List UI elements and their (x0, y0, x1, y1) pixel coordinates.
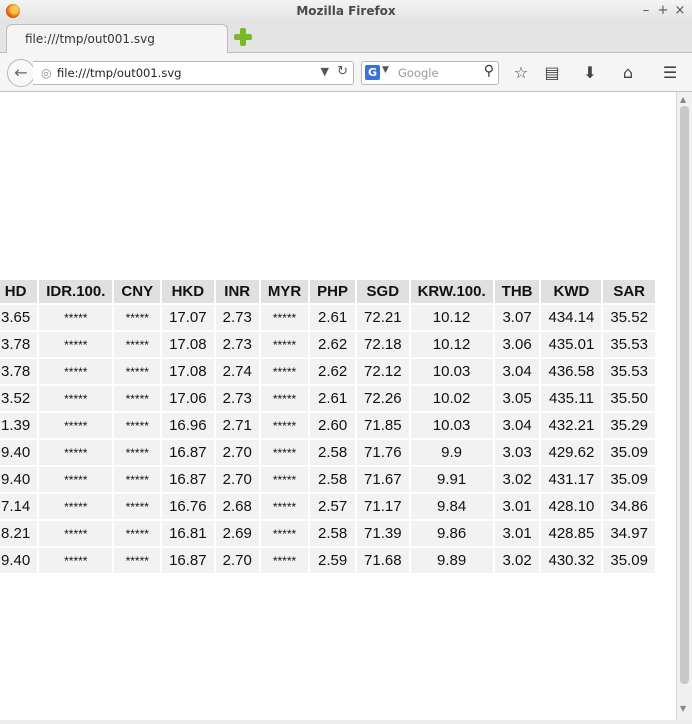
table-cell: 71.17 (357, 494, 409, 519)
table-cell: ***** (114, 386, 160, 411)
table-cell: ***** (261, 359, 308, 384)
table-cell: 3.04 (495, 359, 540, 384)
table-cell: ***** (114, 305, 160, 330)
table-cell: 9.40 (0, 440, 37, 465)
table-cell: 2.59 (310, 548, 355, 573)
table-cell: 9.40 (0, 548, 37, 573)
search-placeholder: Google (398, 66, 439, 80)
table-cell: ***** (114, 521, 160, 546)
reload-icon[interactable]: ↻ (337, 64, 348, 79)
column-header: HD (0, 280, 37, 303)
table-cell: 72.26 (357, 386, 409, 411)
table-cell: 3.65 (0, 305, 37, 330)
table-cell: 34.86 (603, 494, 655, 519)
table-cell: 9.86 (411, 521, 493, 546)
vertical-scrollbar[interactable] (676, 92, 692, 720)
table-cell: 2.73 (216, 386, 259, 411)
table-cell: 3.78 (0, 359, 37, 384)
table-cell: 17.08 (162, 359, 214, 384)
table-cell: 2.73 (216, 332, 259, 357)
table-cell: 10.03 (411, 359, 493, 384)
table-row (0, 413, 655, 438)
table-cell: 17.08 (162, 332, 214, 357)
table-cell: 435.01 (541, 332, 601, 357)
table-cell: 8.21 (0, 521, 37, 546)
table-cell: 3.06 (495, 332, 540, 357)
tab-label: file:///tmp/out001.svg (25, 32, 155, 46)
table-cell: 35.53 (603, 332, 655, 357)
table-cell: ***** (114, 494, 160, 519)
table-cell: 435.11 (541, 386, 601, 411)
table-cell: 3.05 (495, 386, 540, 411)
table-header-row (0, 280, 655, 303)
table-cell: 35.09 (603, 548, 655, 573)
minimize-button[interactable]: – (642, 3, 650, 18)
back-arrow-icon[interactable]: ← (7, 59, 35, 87)
table-cell: 16.76 (162, 494, 214, 519)
table-cell: 71.76 (357, 440, 409, 465)
table-cell: ***** (39, 494, 112, 519)
table-cell: 2.70 (216, 440, 259, 465)
column-header: CNY (114, 280, 160, 303)
table-cell: 16.81 (162, 521, 214, 546)
table-cell: 16.87 (162, 440, 214, 465)
table-cell: ***** (261, 305, 308, 330)
table-row (0, 521, 655, 546)
table-cell: 2.60 (310, 413, 355, 438)
table-cell: 10.12 (411, 332, 493, 357)
table-cell: 434.14 (541, 305, 601, 330)
column-header: INR (216, 280, 259, 303)
table-cell: 3.01 (495, 494, 540, 519)
table-cell: 428.10 (541, 494, 601, 519)
scroll-up-arrow-icon[interactable]: ▲ (680, 95, 687, 104)
table-cell: 35.09 (603, 440, 655, 465)
table-cell: ***** (39, 332, 112, 357)
table-cell: 2.62 (310, 332, 355, 357)
table-cell: 2.62 (310, 359, 355, 384)
table-row (0, 386, 655, 411)
table-cell: 71.68 (357, 548, 409, 573)
table-cell: 2.74 (216, 359, 259, 384)
table-cell: 35.29 (603, 413, 655, 438)
column-header: SAR (603, 280, 655, 303)
bookmark-star-icon[interactable]: ☆ (513, 63, 529, 82)
table-cell: ***** (261, 386, 308, 411)
table-cell: ***** (114, 413, 160, 438)
table-cell: ***** (39, 413, 112, 438)
table-cell: 2.61 (310, 305, 355, 330)
table-cell: 10.12 (411, 305, 493, 330)
table-cell: 16.96 (162, 413, 214, 438)
table-cell: ***** (261, 440, 308, 465)
table-cell: 2.68 (216, 494, 259, 519)
table-cell: 431.17 (541, 467, 601, 492)
table-cell: 2.58 (310, 467, 355, 492)
table-row (0, 548, 655, 573)
column-header: SGD (357, 280, 409, 303)
google-engine-icon[interactable]: G (365, 65, 380, 80)
new-tab-plus-icon[interactable] (234, 28, 252, 46)
table-cell: 71.85 (357, 413, 409, 438)
scrollbar-thumb[interactable] (680, 106, 689, 684)
column-header: THB (495, 280, 540, 303)
column-header: KWD (541, 280, 601, 303)
table-cell: 2.58 (310, 440, 355, 465)
table-cell: 16.87 (162, 548, 214, 573)
table-cell: 3.03 (495, 440, 540, 465)
table-cell: 2.58 (310, 521, 355, 546)
table-cell: 3.02 (495, 548, 540, 573)
table-cell: 436.58 (541, 359, 601, 384)
column-header: PHP (310, 280, 355, 303)
close-button[interactable]: × (674, 3, 686, 18)
maximize-button[interactable]: + (657, 3, 669, 18)
table-row (0, 359, 655, 384)
table-cell: ***** (39, 359, 112, 384)
table-cell: ***** (114, 359, 160, 384)
table-cell: ***** (114, 548, 160, 573)
table-cell: 1.39 (0, 413, 37, 438)
table-row (0, 494, 655, 519)
search-box[interactable] (361, 61, 499, 85)
table-cell: 9.9 (411, 440, 493, 465)
table-cell: 34.97 (603, 521, 655, 546)
table-cell: ***** (261, 413, 308, 438)
table-cell: ***** (114, 467, 160, 492)
table-row (0, 305, 655, 330)
table-cell: 72.21 (357, 305, 409, 330)
table-cell: 72.18 (357, 332, 409, 357)
table-cell: ***** (261, 494, 308, 519)
table-cell: ***** (261, 521, 308, 546)
table-cell: 35.53 (603, 359, 655, 384)
tab-bar (0, 22, 692, 53)
table-cell: 2.69 (216, 521, 259, 546)
column-header: MYR (261, 280, 308, 303)
url-text: file:///tmp/out001.svg (57, 66, 182, 80)
navigation-toolbar (0, 53, 692, 92)
globe-icon: ◎ (41, 66, 52, 80)
search-magnifier-icon[interactable]: ⚲ (483, 63, 494, 79)
table-cell: 3.52 (0, 386, 37, 411)
table-cell: 71.67 (357, 467, 409, 492)
tab-active[interactable] (6, 24, 228, 53)
table-cell: 35.50 (603, 386, 655, 411)
table-cell: 2.70 (216, 548, 259, 573)
table-cell: 2.70 (216, 467, 259, 492)
table-cell: ***** (114, 332, 160, 357)
download-arrow-icon[interactable]: ⬇ (583, 63, 597, 82)
column-header: IDR.100. (39, 280, 112, 303)
table-cell: 432.21 (541, 413, 601, 438)
table-cell: ***** (261, 467, 308, 492)
column-header: KRW.100. (411, 280, 493, 303)
table-cell: 3.04 (495, 413, 540, 438)
url-bar[interactable] (33, 61, 354, 85)
table-cell: 2.73 (216, 305, 259, 330)
table-cell: 72.12 (357, 359, 409, 384)
table-cell: ***** (39, 386, 112, 411)
table-cell: 9.89 (411, 548, 493, 573)
scroll-down-arrow-icon[interactable]: ▼ (680, 704, 687, 713)
table-cell: ***** (39, 305, 112, 330)
page-content (0, 92, 676, 720)
table-cell: ***** (261, 332, 308, 357)
table-cell: 3.01 (495, 521, 540, 546)
table-cell: 2.71 (216, 413, 259, 438)
table-cell: 2.57 (310, 494, 355, 519)
table-cell: 35.09 (603, 467, 655, 492)
window-title: Mozilla Firefox (296, 4, 396, 18)
table-cell: 429.62 (541, 440, 601, 465)
table-cell: 430.32 (541, 548, 601, 573)
table-cell: ***** (39, 548, 112, 573)
table-cell: 10.03 (411, 413, 493, 438)
table-cell: 17.06 (162, 386, 214, 411)
table-cell: ***** (261, 548, 308, 573)
history-dropdown-icon[interactable]: ▼ (320, 65, 329, 78)
table-cell: ***** (39, 440, 112, 465)
home-icon[interactable]: ⌂ (622, 63, 634, 82)
table-cell: 9.40 (0, 467, 37, 492)
menu-hamburger-icon[interactable]: ☰ (662, 63, 678, 82)
table-cell: 10.02 (411, 386, 493, 411)
table-cell: ***** (39, 467, 112, 492)
table-cell: ***** (114, 440, 160, 465)
table-row (0, 332, 655, 357)
exchange-rate-table (0, 278, 657, 575)
table-cell: ***** (39, 521, 112, 546)
table-cell: 9.84 (411, 494, 493, 519)
table-cell: 16.87 (162, 467, 214, 492)
table-cell: 2.61 (310, 386, 355, 411)
table-cell: 17.07 (162, 305, 214, 330)
window-titlebar (0, 0, 692, 23)
table-row (0, 467, 655, 492)
table-cell: 3.07 (495, 305, 540, 330)
table-cell: 7.14 (0, 494, 37, 519)
table-cell: 9.91 (411, 467, 493, 492)
engine-dropdown-icon[interactable]: ▼ (382, 65, 389, 75)
bookmarks-list-icon[interactable]: ▤ (544, 63, 560, 82)
table-cell: 71.39 (357, 521, 409, 546)
table-row (0, 440, 655, 465)
table-cell: 3.02 (495, 467, 540, 492)
column-header: HKD (162, 280, 214, 303)
table-cell: 428.85 (541, 521, 601, 546)
table-cell: 3.78 (0, 332, 37, 357)
table-body (0, 305, 655, 573)
table-cell: 35.52 (603, 305, 655, 330)
